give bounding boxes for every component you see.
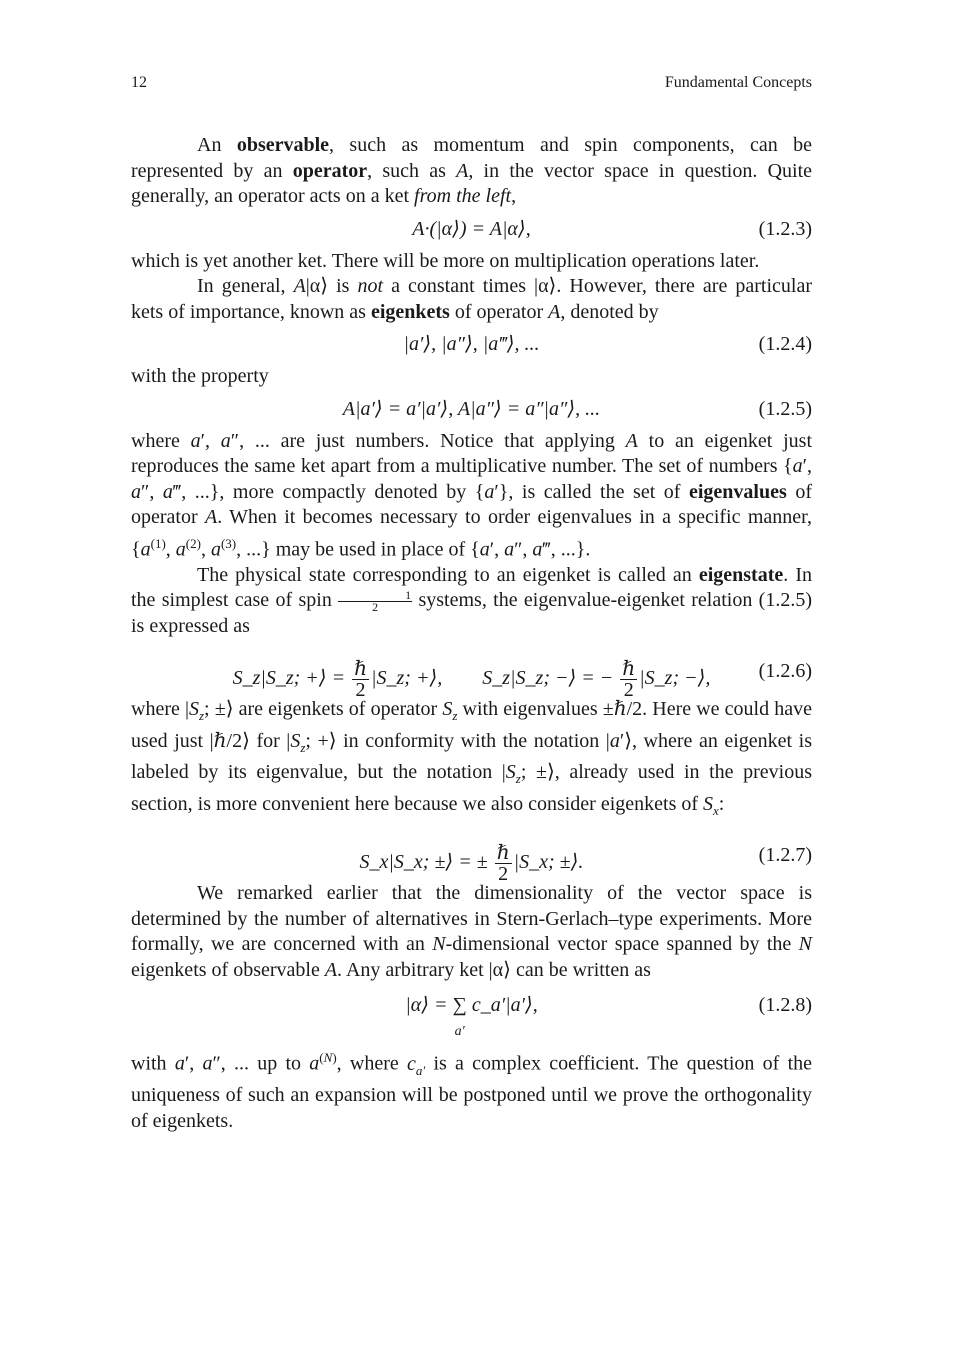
paragraph: with the property	[131, 365, 269, 387]
equation-expression: A·(|α⟩) = A|α⟩,	[412, 217, 531, 240]
summation-sign: ∑ a′	[453, 993, 467, 1019]
fraction-denominator: 2	[623, 679, 634, 702]
body-text	[131, 133, 812, 1134]
fraction-numerator: ℏ	[354, 658, 367, 681]
paragraph: which is yet another ket. There will be more on multiplication operations later.	[131, 249, 760, 272]
equation-expression	[131, 843, 812, 884]
equation-rhs: |S_x; ±⟩.	[513, 851, 584, 874]
fraction-numerator: ℏ	[496, 842, 510, 865]
equation-rhs: c_a′|a′⟩,	[471, 994, 538, 1017]
summation-index: a′	[454, 1024, 465, 1040]
one-half-fraction: $\frac{1}{2}$	[338, 590, 412, 613]
fraction-denominator: 2	[355, 679, 366, 702]
equation-number: (1.2.4)	[758, 333, 812, 355]
equation-expression: |a′⟩, |a″⟩, |a‴⟩, ...	[403, 333, 540, 355]
fraction	[620, 659, 637, 700]
equation-expression: A|a′⟩ = a′|a′⟩, A|a″⟩ = a″|a″⟩, ...	[342, 397, 601, 420]
paragraph: In general, A|α⟩ is not a constant times |α⟩. However, there are particular kets of importance, known as eigenkets of operator A, denoted by	[131, 275, 812, 323]
equation-expression	[131, 659, 812, 700]
equation-number: (1.2.3)	[758, 217, 812, 240]
equation-number: (1.2.6)	[758, 660, 812, 683]
fraction-denominator: 2	[498, 863, 509, 886]
paragraph: We remarked earlier that the dimensionality of the vector space is determined by the number of alternatives in Stern-Gerlach–type experiments. More formally, we are concerned with an N-dimensional vector space spanned by the N eigenkets of observable A. Any arbitrary ket |α⟩ can be written as	[131, 882, 812, 981]
equation-number: (1.2.8)	[758, 994, 812, 1017]
fraction	[495, 843, 512, 884]
equation-1-2-6	[131, 647, 812, 702]
equation-lhs: S_z|S_z; −⟩ = −	[482, 667, 614, 690]
paragraph: where a′, a″, ... are just numbers. Notice that applying A to an eigenket just reproduces the same ket apart from a multiplicative number. The set of numbers {a′, a″, a‴, ...}, more compactly denoted by {a′}, is called the set of eigenvalues of operator A. When it becomes necessary to order eigenvalues in a specific manner, {$a^{(1)}$, $a^{(2)}$, $a^{(3)}$, ...} may be used in place of {a′, a″, a‴, ...}.	[131, 429, 813, 561]
equation-lhs: |α⟩ =	[405, 994, 448, 1017]
equation-number: (1.2.5)	[758, 397, 812, 420]
equation-1-2-7	[131, 831, 812, 886]
equation-rhs: |S_z; −⟩,	[639, 667, 711, 690]
paragraph: with a′, a″, ... up to $a^{(N)}$, where $c_{a'}$ is a complex coefficient. The question of the uniqueness of such an expansion will be postponed until we prove the orthogonality of eigenkets.	[131, 1050, 812, 1132]
page-header	[131, 74, 812, 98]
page-number: 12	[131, 74, 147, 91]
equation-number: (1.2.7)	[758, 844, 812, 867]
equation-expression	[131, 993, 812, 1040]
equation-rhs: |S_z; +⟩,	[371, 667, 443, 690]
paragraph: where $|S_z$; ±⟩ are eigenkets of operator $S_z$ with eigenvalues ±ℏ/2. Here we could have used just |ℏ/2⟩ for $|S_z$; +⟩ in conformity with the notation |a′⟩, where an eigenket is labeled by its eigenvalue, but the notation $|S_z$; ±⟩, already used in the previous section, is more convenient here because we also consider eigenkets of $S_x$:	[131, 698, 812, 818]
equation-1-2-3	[131, 214, 812, 247]
equation-1-2-8	[131, 987, 812, 1039]
fraction	[352, 659, 369, 700]
paragraph: An observable, such as momentum and spin components, can be represented by an operator, such as A, in the vector space in question. Quite generally, an operator acts on a ket from the left,	[131, 134, 812, 207]
fraction-numerator: ℏ	[622, 658, 636, 681]
paragraph: The physical state corresponding to an eigenket is called an eigenstate. In the simplest case of spin $\frac{1}{2}$ systems, the eigenvalue-eigenket relation (1.2.5) is expressed as	[131, 563, 812, 637]
equation-lhs: S_x|S_x; ±⟩ = ±	[359, 851, 488, 874]
equation-1-2-4	[131, 329, 812, 362]
equation-lhs: S_z|S_z; +⟩ =	[232, 667, 346, 690]
equation-1-2-5	[131, 394, 812, 427]
running-head: Fundamental Concepts	[664, 74, 812, 91]
